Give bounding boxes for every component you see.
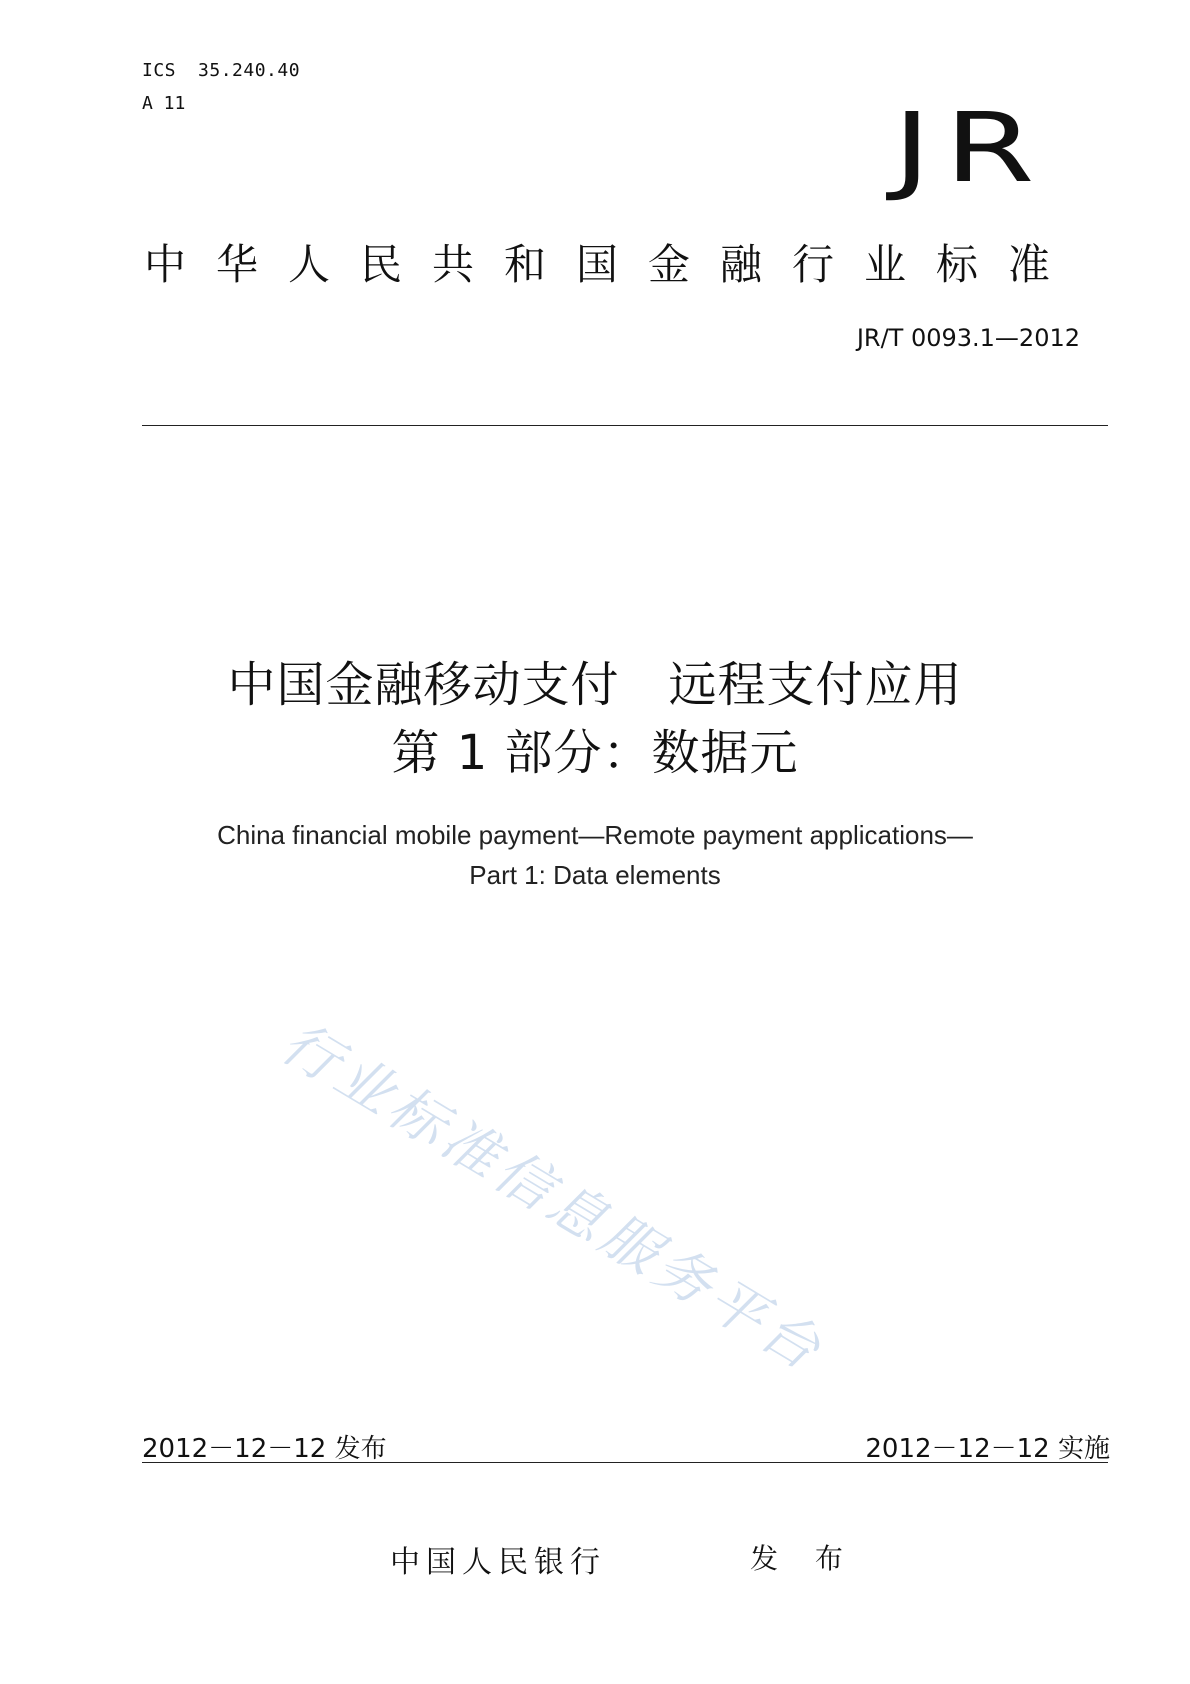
- ccs-code: A 11: [142, 93, 186, 114]
- bottom-divider: [142, 1462, 1108, 1463]
- issuing-authority: 中国人民银行: [390, 1545, 606, 1580]
- standard-number: JR/T 0093.1—2012: [856, 324, 1080, 352]
- chinese-title-line-1: 中国金融移动支付 远程支付应用: [227, 657, 963, 713]
- issue-label: 发 布: [750, 1542, 857, 1575]
- chinese-title-line-2: 第 1 部分：数据元: [391, 725, 799, 781]
- ics-code: 35.240.40: [198, 60, 301, 81]
- top-divider: [142, 425, 1108, 426]
- english-title-line-1: China financial mobile payment—Remote payment applications—: [217, 820, 973, 850]
- jr-logo: JR: [892, 92, 1048, 204]
- issue-date: 2012－12－12 发布: [142, 1434, 387, 1464]
- standard-category-title: 中华人民共和国金融行业标准: [144, 240, 1081, 289]
- watermark: 行业标准信息服务平台: [270, 1010, 836, 1386]
- ics-label: ICS: [142, 60, 177, 81]
- english-title-line-2: Part 1: Data elements: [469, 860, 721, 890]
- implementation-date: 2012－12－12 实施: [865, 1434, 1110, 1464]
- ics-code-line: [142, 60, 300, 81]
